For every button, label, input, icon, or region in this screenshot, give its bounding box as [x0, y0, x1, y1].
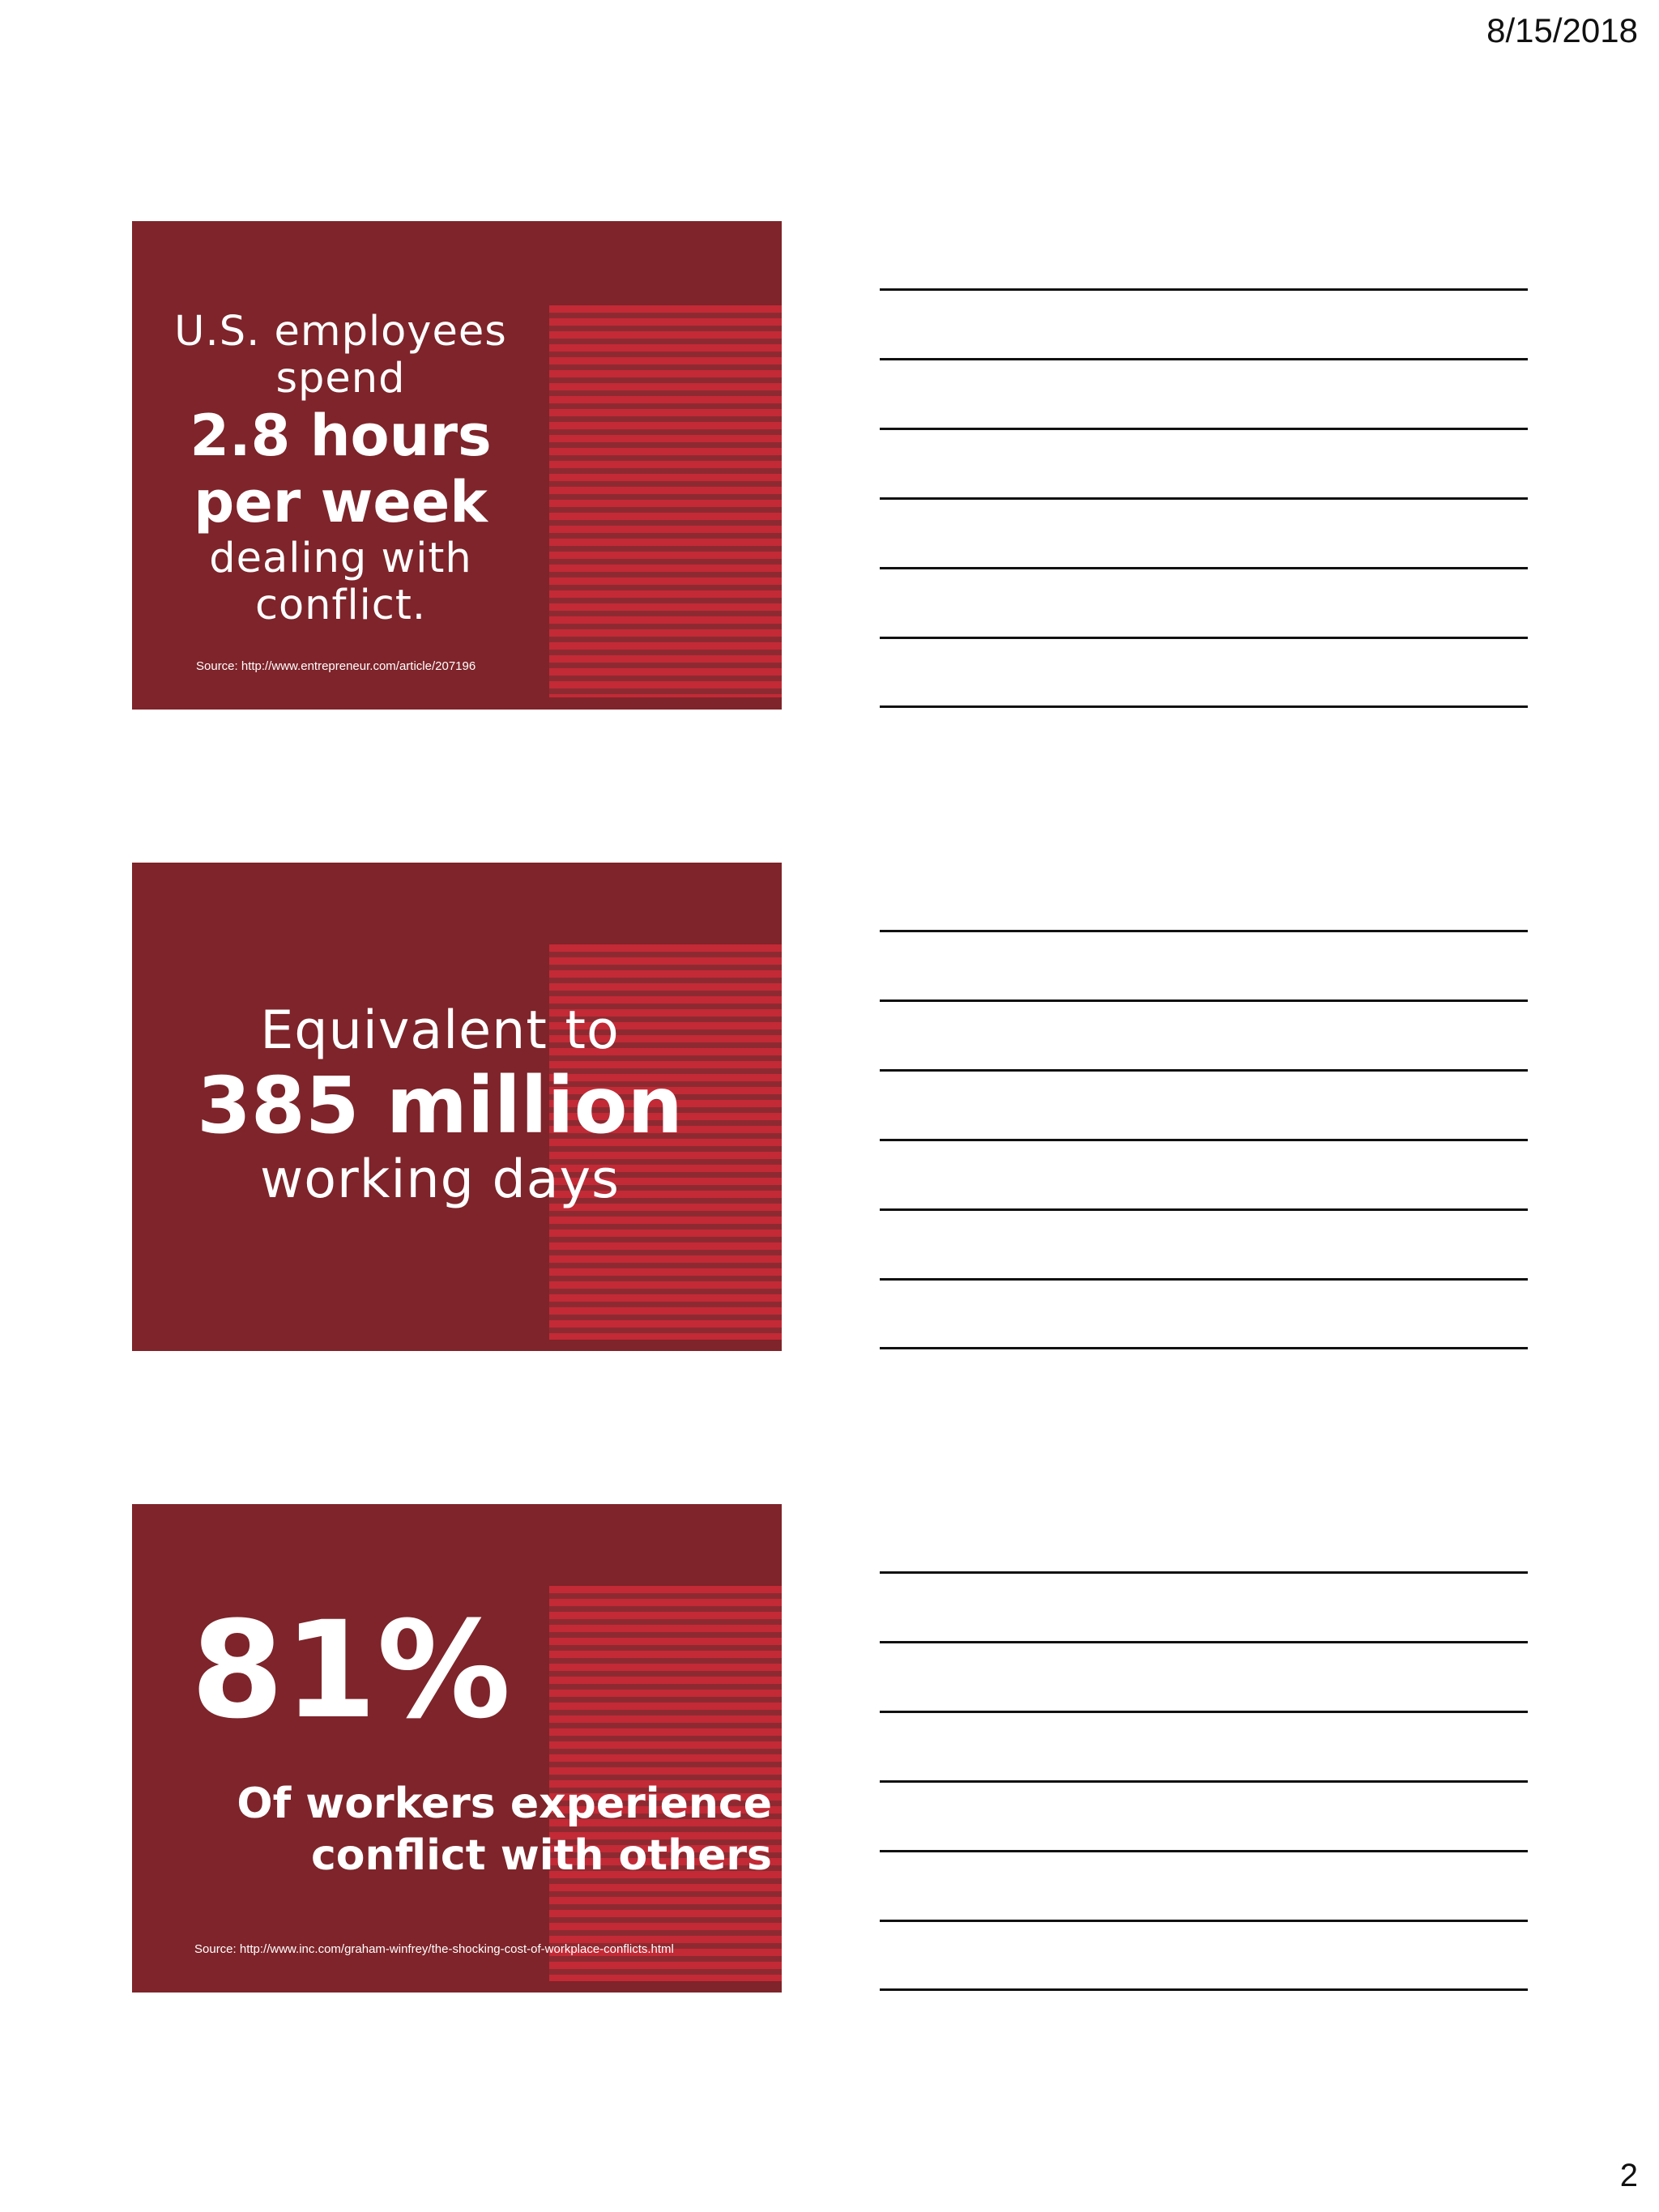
- note-line: [880, 567, 1528, 569]
- slide-3-line-2: conflict with others: [310, 1831, 772, 1880]
- note-line: [880, 1711, 1528, 1713]
- note-line: [880, 428, 1528, 430]
- page-number: 2: [1619, 2158, 1638, 2193]
- note-line: [880, 1278, 1528, 1281]
- slide-2-line-2: working days: [260, 1149, 620, 1210]
- slide-1-emphasis-1: 2.8 hours: [190, 403, 492, 469]
- slide-1-line-4: conflict.: [254, 582, 427, 629]
- note-line: [880, 358, 1528, 360]
- slide-3-source: Source: http://www.inc.com/graham-winfrey/the-shocking-cost-of-workplace-conflicts.html: [194, 1942, 674, 1956]
- note-line: [880, 705, 1528, 708]
- slide-1-line-1: U.S. employees: [174, 308, 507, 356]
- note-line: [880, 1850, 1528, 1852]
- slide-2-emphasis: 385 million: [197, 1060, 683, 1151]
- slide-3-big-stat: 81%: [190, 1592, 511, 1748]
- note-line: [880, 1571, 1528, 1574]
- slide-1-emphasis-2: per week: [194, 469, 488, 535]
- print-date: 8/15/2018: [1486, 11, 1638, 49]
- slide-3: [132, 1504, 782, 1993]
- slide-1-text: [132, 309, 549, 629]
- note-line: [880, 637, 1528, 639]
- slide-1: [132, 221, 782, 710]
- note-line: [880, 1988, 1528, 1991]
- note-line: [880, 930, 1528, 932]
- slide-1-line-2: spend: [275, 355, 406, 403]
- note-line: [880, 1641, 1528, 1643]
- slide-3-caption: [181, 1778, 772, 1882]
- slide-1-source: Source: http://www.entrepreneur.com/article/207196: [196, 659, 476, 673]
- note-line: [880, 1139, 1528, 1141]
- note-line: [880, 1069, 1528, 1072]
- note-line: [880, 1780, 1528, 1783]
- slide-2-line-1: Equivalent to: [260, 1000, 620, 1061]
- note-line: [880, 1920, 1528, 1922]
- note-line: [880, 288, 1528, 291]
- slide-2-text: [181, 1000, 699, 1211]
- slide-2: [132, 863, 782, 1351]
- slide-1-line-3: dealing with: [209, 535, 472, 582]
- note-line: [880, 497, 1528, 500]
- note-line: [880, 1347, 1528, 1349]
- stripe-pattern: [549, 305, 782, 697]
- note-line: [880, 1208, 1528, 1211]
- note-line: [880, 999, 1528, 1002]
- slide-3-line-1: Of workers experience: [237, 1779, 772, 1828]
